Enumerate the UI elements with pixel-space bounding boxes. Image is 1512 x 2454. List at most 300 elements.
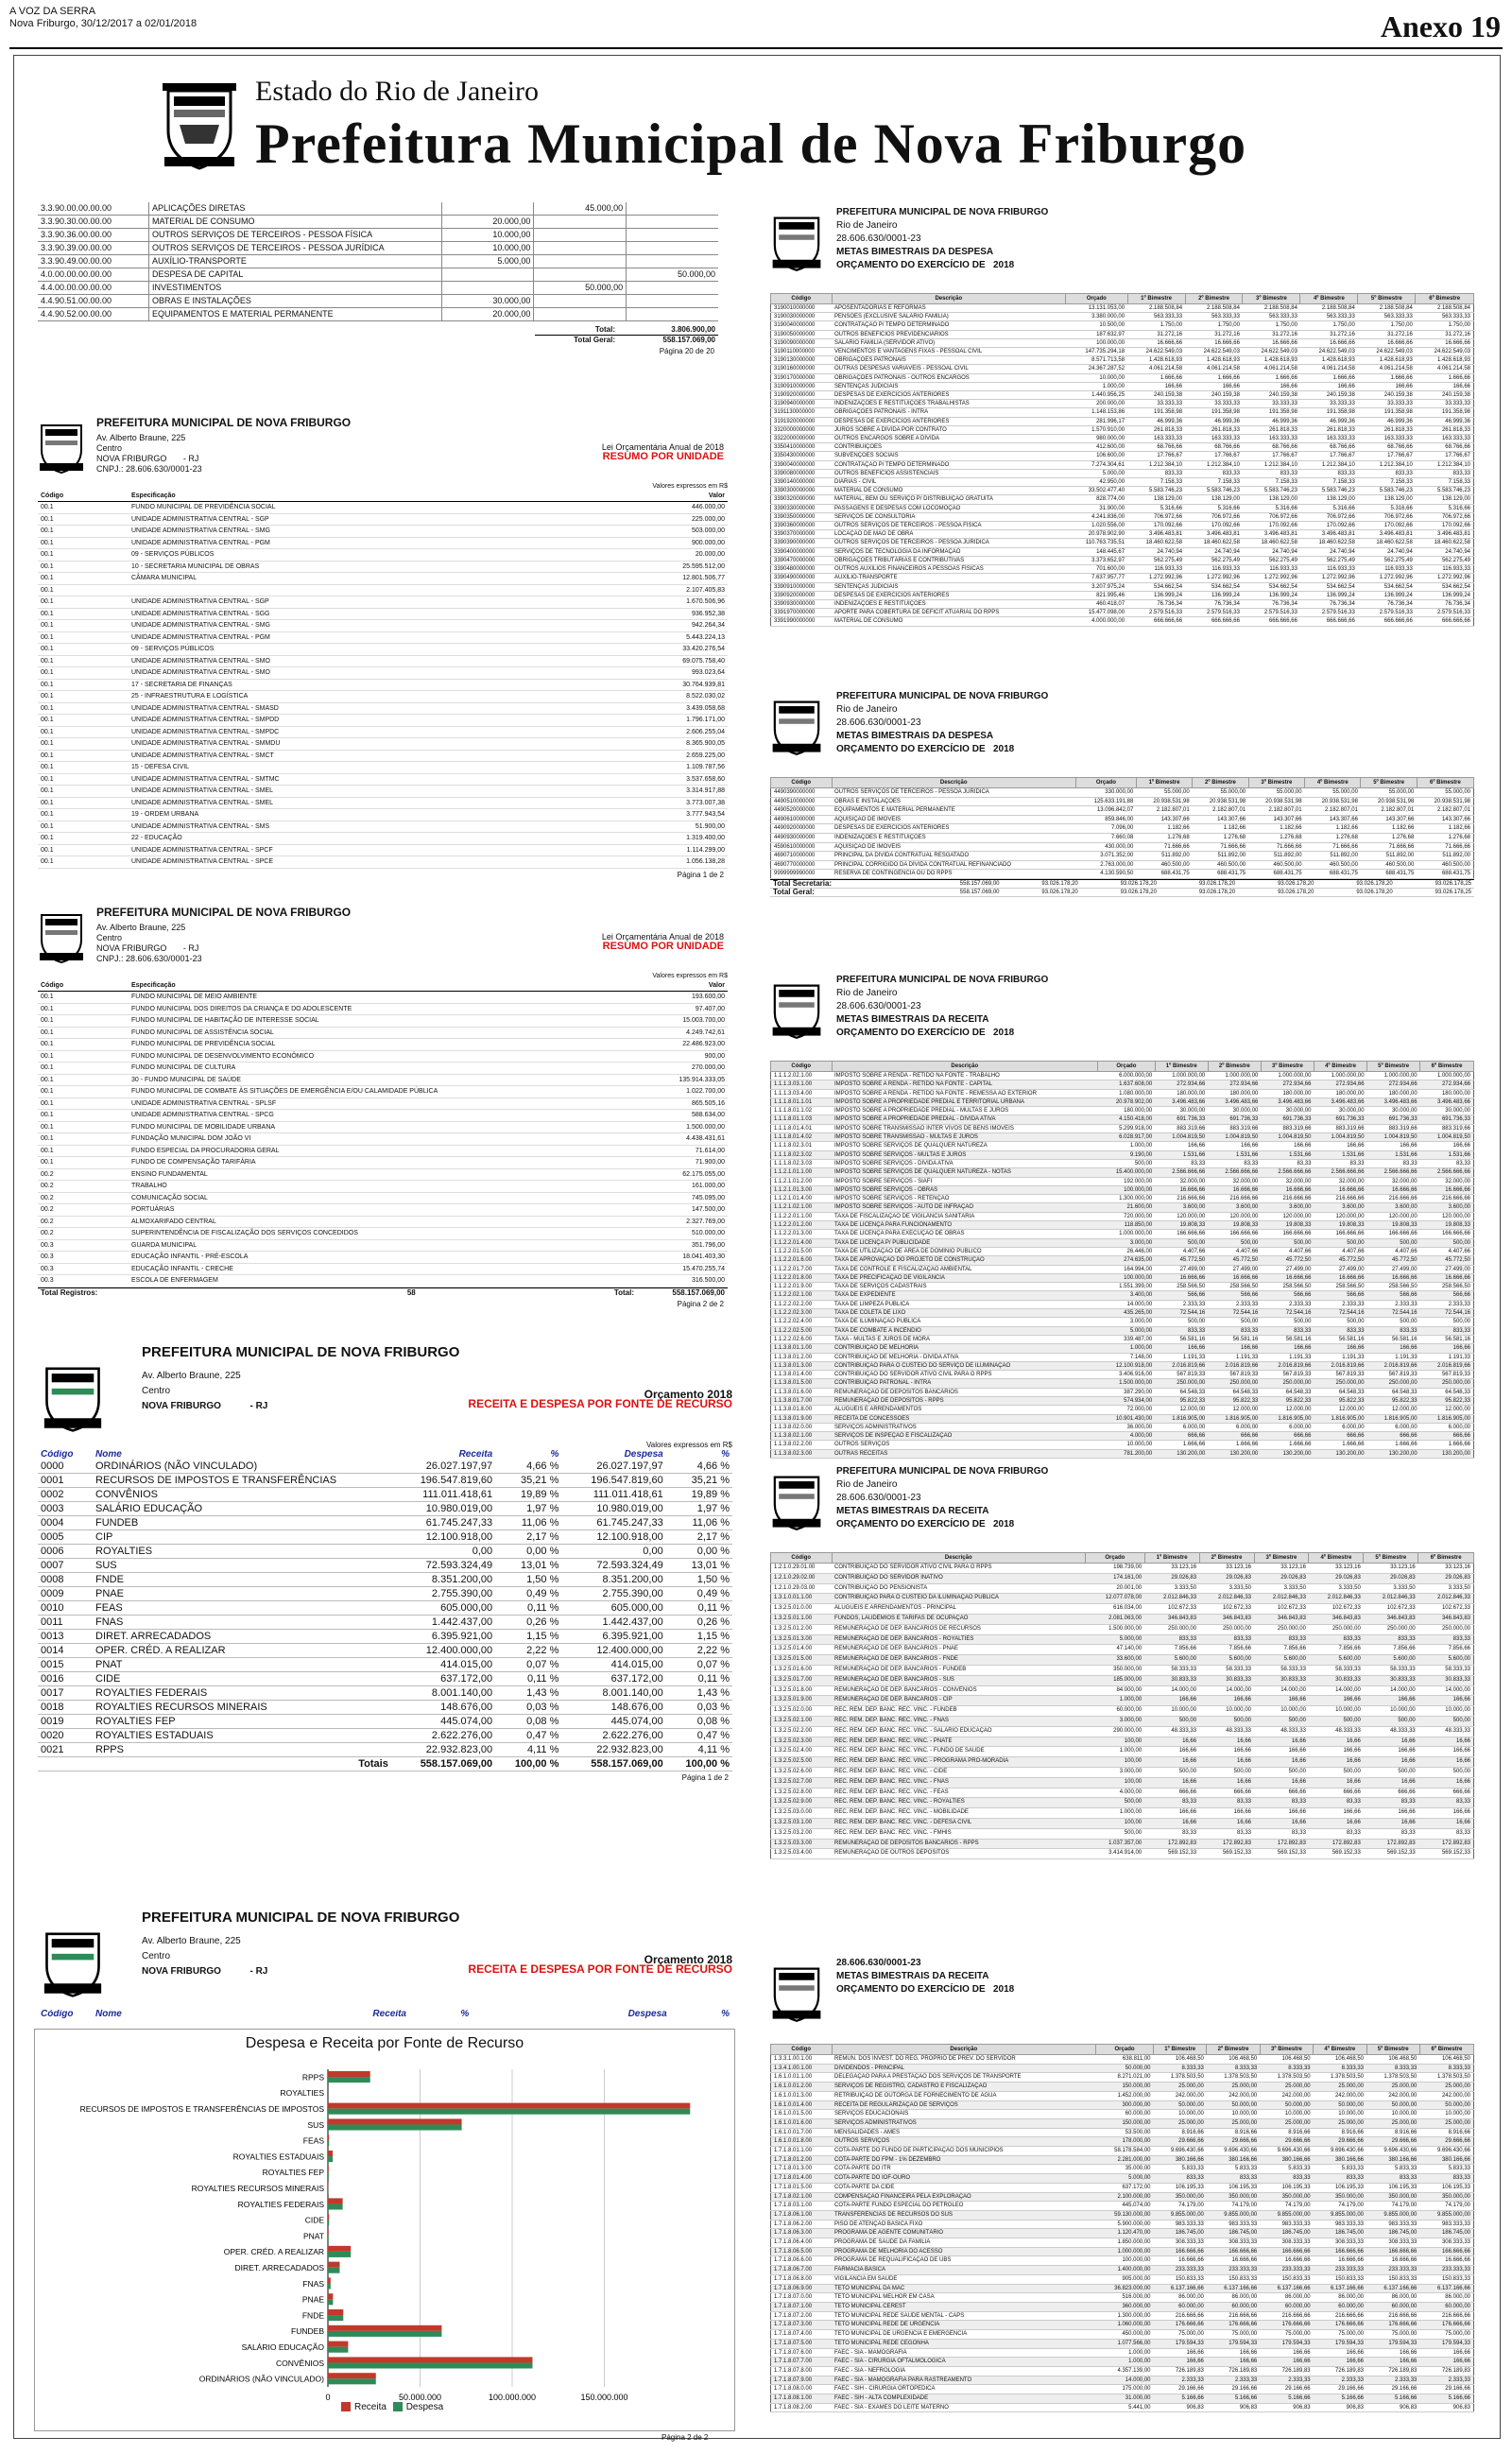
metas-bimestre: 55.000,00 — [1248, 788, 1304, 798]
metas-row — [771, 556, 1474, 564]
metas-orcado: 150.000,00 — [1096, 2118, 1154, 2128]
metas-row — [771, 2091, 1474, 2100]
metas-bimestre: 75.000,00 — [1366, 2330, 1419, 2340]
totals-despesa: 558.157.069,00 — [561, 1757, 665, 1771]
unit-code: 00.1 — [38, 644, 129, 656]
metas-desc: OUTRAS RECEITAS — [832, 1449, 1098, 1458]
fund-name: FUNDEB — [93, 1516, 391, 1530]
unit-value: 1.319.400,00 — [627, 833, 728, 845]
metas-code: 1.3.2.5.02.9.00 — [771, 1798, 833, 1808]
metas-orcado: 60.000,00 — [1086, 1706, 1145, 1717]
metas-orcado: 10.500,00 — [1066, 321, 1128, 330]
metas-bimestre: 120.000,00 — [1420, 1212, 1474, 1220]
coat-of-arms-icon — [161, 81, 238, 172]
metas-total-value: 93.026.178,20 — [1316, 889, 1395, 897]
unit-spec: SUPERINTENDÊNCIA DE FISCALIZAÇÃO DOS SERVIÇOS CONCEDIDOS — [129, 1228, 627, 1240]
metas-row — [771, 469, 1474, 477]
city-line: NOVA FRIBURGO - RJ — [142, 1966, 268, 1977]
metas-bimestre: 20.938.531,98 — [1305, 797, 1361, 806]
metas-orcado: 10.901.430,00 — [1098, 1414, 1156, 1423]
metas-desc: REMUNERAÇÃO DE DEPÓSITOS BANCÁRIOS - RPPS — [832, 1839, 1086, 1849]
metas-orcado: 1.000,00 — [1066, 382, 1128, 390]
metas-code: 1.1.2.2.01.1.00 — [771, 1212, 833, 1220]
metas-bimestre: 261.818,33 — [1358, 425, 1416, 434]
fund-despesa-pct: 11,06 % — [666, 1516, 732, 1530]
metas-bimestre: 534.662,54 — [1300, 582, 1358, 591]
budget-row — [38, 202, 718, 216]
metas-bimestre: 3.333,50 — [1309, 1583, 1364, 1594]
metas-code: 3390370000000 — [771, 530, 833, 539]
metas-bimestre: 17.766,67 — [1243, 452, 1300, 460]
metas-row — [771, 617, 1474, 626]
metas-desc: OUTROS ENCARGOS SOBRE A DÍVIDA — [832, 435, 1066, 443]
metas-code: 1.1.1.8.01.1.03 — [771, 1115, 833, 1124]
unit-code: 00.1 — [38, 797, 129, 809]
unit-row — [38, 844, 728, 856]
metas-desc: IMPOSTO SOBRE A RENDA - RETIDO NA FONTE - REMESSA AO EXTERIOR — [832, 1089, 1098, 1097]
metas-bimestre: 233.333,33 — [1366, 2266, 1419, 2275]
metas-bimestre: 567.819,33 — [1155, 1371, 1208, 1379]
metas-bimestre: 2.333,33 — [1314, 2376, 1366, 2385]
metas-code: 1.3.2.5.01.4.00 — [771, 1645, 833, 1655]
metas-bimestre: 2.333,33 — [1154, 2376, 1207, 2385]
metas-bimestre: 258.566,50 — [1208, 1283, 1261, 1291]
metas-bimestre: 130.200,00 — [1420, 1449, 1474, 1458]
metas-row — [771, 1449, 1474, 1458]
metas-desc: TAXA DE LICENÇA PARA FUNCIONAMENTO — [832, 1221, 1098, 1230]
metas-bimestre: 4.407,66 — [1155, 1247, 1208, 1255]
metas-desc: TAXA DE LICENÇA P/ PUBLICIDADE — [832, 1238, 1098, 1247]
budget-label: DESPESA DE CAPITAL — [148, 268, 441, 282]
unit-row — [38, 992, 728, 1004]
unit-value: 25.595.512,00 — [627, 561, 728, 573]
metas-bimestre: 166,66 — [1364, 1696, 1418, 1706]
metas-bimestre: 29.166,66 — [1314, 2385, 1366, 2394]
budget-value-c — [627, 295, 718, 308]
metas-orcado: 35.000,00 — [1096, 2165, 1154, 2174]
metas-bimestre: 176.666,66 — [1314, 2321, 1366, 2330]
metas-bimestre: 833,33 — [1358, 469, 1416, 477]
metas-row — [771, 1777, 1474, 1788]
metas-code: 3322000000000 — [771, 435, 833, 443]
metas-bimestre: 1.004.819,50 — [1155, 1133, 1208, 1142]
category-label: CONVÊNIOS — [275, 2358, 324, 2368]
metas-desc: FUNDOS, LAUDÊMIOS E TARIFAS DE OCUPAÇÃO — [832, 1614, 1086, 1624]
metas-bimestre: 27.499,00 — [1420, 1265, 1474, 1273]
unit-row — [38, 809, 728, 821]
metas-bimestre: 688.431,75 — [1305, 870, 1361, 879]
metas-bimestre: 2.012.846,33 — [1254, 1594, 1309, 1604]
fund-despesa-pct: 1,15 % — [666, 1630, 732, 1644]
budget-year: Orçamento 2018 — [644, 1388, 732, 1401]
metas-row — [771, 2155, 1474, 2165]
state-line: Rio de Janeiro — [836, 220, 898, 231]
budget-code: 3.3.90.00.00.00.00 — [38, 202, 148, 216]
metas-bimestre: 346.843,83 — [1254, 1614, 1309, 1624]
unit-value: 22.486.923,00 — [627, 1039, 728, 1051]
metas-desc: PROGRAMA DE MELHORIA DO ACESSO — [832, 2247, 1096, 2256]
metas-orcado: 175.000,00 — [1096, 2385, 1154, 2394]
metas-bimestre: 983.333,33 — [1260, 2220, 1313, 2229]
metas-bimestre: 31.272,16 — [1358, 330, 1416, 338]
metas-bimestre: 83,33 — [1418, 1798, 1474, 1808]
metas-bimestre: 166,66 — [1127, 382, 1185, 390]
metas-receita-1 — [770, 970, 1474, 1459]
metas-row — [771, 1159, 1474, 1167]
metas-orcado: 192.000,00 — [1098, 1177, 1156, 1185]
unit-row — [38, 773, 728, 786]
metas-code: 1.1.2.2.01.5.00 — [771, 1247, 833, 1255]
metas-orcado: 4.357.139,00 — [1096, 2366, 1154, 2376]
metas-orcado: 72.000,00 — [1098, 1406, 1156, 1414]
metas-desc: REMUNERAÇÃO DE DEP. BANCÁRIOS - FUNDEB — [832, 1665, 1086, 1675]
metas-bimestre: 8.916,66 — [1314, 2128, 1366, 2137]
metas-total-value: 93.026.178,20 — [1081, 879, 1160, 888]
fund-despesa-pct: 13,01 % — [666, 1559, 732, 1573]
category-label: FNAS — [302, 2278, 324, 2289]
metas-orcado: 905.000,00 — [1096, 2274, 1154, 2284]
metas-row — [771, 2330, 1474, 2340]
metas-bimestre: 500,00 — [1144, 1716, 1199, 1726]
metas-bimestre: 833,33 — [1300, 469, 1358, 477]
metas-orcado: 8.571.713,58 — [1066, 356, 1128, 365]
metas-bimestre: 166,66 — [1420, 1344, 1474, 1353]
metas-bimestre: 688.431,75 — [1417, 870, 1473, 879]
metas-row — [771, 1283, 1474, 1291]
fund-name: ORDINÁRIOS (NÃO VINCULADO) — [93, 1460, 391, 1474]
metas-bimestre: 7.856,66 — [1309, 1645, 1364, 1655]
unit-spec: 09 - SERVIÇOS PÚBLICOS — [129, 549, 627, 562]
report-subtitle: RESUMO POR UNIDADE — [602, 451, 724, 462]
metas-row — [771, 1291, 1474, 1300]
metas-desc: TAXA DE FISCALIZAÇÃO DE VIGILÂNCIA SANITÁRIA — [832, 1212, 1098, 1220]
unit-col-header: Especificação — [129, 981, 627, 992]
metas-bimestre: 29.026,83 — [1144, 1573, 1199, 1583]
metas-bimestre: 460.500,00 — [1193, 860, 1248, 870]
publication-info — [9, 6, 197, 30]
metas-bimestre: 9.696.430,66 — [1314, 2147, 1366, 2156]
metas-bimestre: 706.972,66 — [1127, 512, 1185, 521]
unit-code: 00.3 — [38, 1239, 129, 1252]
metas-bimestre: 76.736,34 — [1300, 599, 1358, 608]
metas-orcado: 100,00 — [1086, 1777, 1145, 1788]
metas-bimestre: 166,66 — [1154, 2348, 1207, 2358]
funding-header — [38, 1342, 732, 1441]
unit-total-value: 558.157.069,00 — [672, 1287, 725, 1297]
unit-value: 1.796.171,00 — [627, 715, 728, 727]
unit-value: 4.249.742,61 — [627, 1027, 728, 1039]
fund-code: 0003 — [38, 1502, 93, 1516]
metas-bimestre: 25.000,00 — [1366, 2118, 1419, 2128]
fund-receita-pct: 35,21 % — [495, 1474, 561, 1488]
metas-bimestre: 143.307,66 — [1193, 815, 1248, 824]
unit-spec: CÂMARA MUNICIPAL — [129, 573, 627, 585]
bar-receita — [328, 2198, 343, 2203]
metas-bimestre: 250.000,00 — [1254, 1624, 1309, 1634]
orc-label: ORÇAMENTO DO EXERCÍCIO DE — [836, 744, 986, 754]
fund-code: 0013 — [38, 1630, 93, 1644]
metas-bimestre: 12.000,00 — [1420, 1406, 1474, 1414]
unit-value: 51.900,00 — [627, 821, 728, 833]
metas-bimestre: 136.999,24 — [1358, 591, 1416, 599]
metas-bimestre: 706.972,66 — [1358, 512, 1416, 521]
metas-desc: DELEGAÇÃO PARA A PRESTAÇÃO DOS SERVIÇOS DE TRANSPORTE — [832, 2073, 1096, 2082]
metas-bimestre: 1.816.905,00 — [1314, 1414, 1366, 1423]
unit-code: 00.3 — [38, 1252, 129, 1264]
metas-orcado: 339.487,00 — [1098, 1335, 1156, 1343]
metas-bimestre: 6.137.166,66 — [1314, 2284, 1366, 2293]
metas-bimestre: 24.622.549,03 — [1185, 348, 1243, 356]
metas-bimestre: 48.333,33 — [1144, 1726, 1199, 1737]
metas-row — [771, 2238, 1474, 2248]
metas-receita-table-1 — [770, 1061, 1474, 1459]
metas-code: 3390080000000 — [771, 469, 833, 477]
metas-bimestre: 72.544,16 — [1314, 1309, 1366, 1318]
metas-bimestre: 46.999,36 — [1127, 417, 1185, 425]
metas-bimestre: 31.272,16 — [1416, 330, 1474, 338]
metas-bimestre: 562.275,49 — [1416, 556, 1474, 564]
metas-bimestre: 29.666,66 — [1207, 2137, 1260, 2147]
metas-bimestre: 116.933,33 — [1127, 565, 1185, 574]
metas-bimestre: 1.000.000,00 — [1155, 1072, 1208, 1080]
metas-bimestre: 1.816.905,00 — [1155, 1414, 1208, 1423]
registros-label: Total Registros: — [41, 1287, 98, 1297]
metas-bimestre: 2.333,33 — [1366, 2376, 1419, 2385]
unit-row — [38, 738, 728, 751]
metas-bimestre: 33.333,33 — [1185, 400, 1243, 408]
budget-value-b — [534, 255, 627, 268]
metas-orcado: 47.140,00 — [1086, 1645, 1145, 1655]
metas-title: METAS BIMESTRAIS DA DESPESA — [836, 247, 994, 257]
org-header — [38, 906, 728, 972]
metas-bimestre: 176.666,66 — [1419, 2321, 1473, 2330]
fund-code: 0001 — [38, 1474, 93, 1488]
budget-value-c — [627, 255, 718, 268]
metas-bimestre: 150.833,33 — [1154, 2274, 1207, 2284]
metas-bimestre: 116.933,33 — [1185, 565, 1243, 574]
metas-bimestre: 1.816.905,00 — [1261, 1414, 1314, 1423]
metas-bimestre: 1.428.618,93 — [1416, 356, 1474, 365]
unit-spec: FUNDO MUNICIPAL DE CULTURA — [129, 1063, 627, 1075]
metas-bimestre: 6.000,00 — [1420, 1423, 1474, 1431]
bar-despesa — [328, 2299, 333, 2305]
metas-bimestre: 25.000,00 — [1154, 2082, 1207, 2092]
metas-row — [771, 1203, 1474, 1212]
metas-desc: FAEC - SIA - NEFROLOGIA — [832, 2366, 1096, 2376]
legend-swatch-receita — [341, 2402, 351, 2411]
metas-orcado: 33.600,00 — [1086, 1655, 1145, 1666]
metas-orcado: 125.633.191,88 — [1075, 797, 1136, 806]
fund-despesa: 72.593.324,49 — [561, 1559, 665, 1573]
metas-bimestre: 1.000.000,00 — [1261, 1072, 1314, 1080]
metas-bimestre: 500,00 — [1155, 1238, 1208, 1247]
col-pct: % — [550, 1450, 559, 1460]
unit-value: 161.000,00 — [627, 1181, 728, 1193]
metas-desc: SENTENÇAS JUDICIAIS — [832, 582, 1066, 591]
metas-bimestre: 60.000,00 — [1419, 2302, 1473, 2311]
unit-col-header: Especificação — [129, 492, 627, 502]
page-number: Página 1 de 2 — [681, 1773, 729, 1782]
metas-orcado: 20.978.902,00 — [1098, 1097, 1156, 1106]
fund-code: 0014 — [38, 1644, 93, 1658]
metas-total-value: 93.026.178,20 — [1316, 879, 1395, 888]
unit-value: 2.327.769,00 — [627, 1216, 728, 1228]
metas-bimestre: 95.822,33 — [1314, 1396, 1366, 1405]
metas-bimestre: 58.333,33 — [1309, 1665, 1364, 1675]
bar-despesa — [328, 2252, 351, 2257]
metas-orcado: 100,00 — [1086, 1737, 1145, 1747]
metas-bimestre: 9.696.430,66 — [1207, 2147, 1260, 2156]
metas-total-value: 93.026.178,20 — [1003, 889, 1081, 897]
metas-code: 1.7.1.8.06.3.00 — [771, 2229, 833, 2238]
metas-code: 1.3.2.5.02.5.00 — [771, 1757, 833, 1768]
fund-despesa: 61.745.247,33 — [561, 1516, 665, 1530]
metas-code: 1.1.3.8.01.6.00 — [771, 1388, 833, 1396]
fund-name: CIDE — [93, 1672, 391, 1686]
metas-bimestre: 500,00 — [1199, 1767, 1254, 1777]
metas-totals — [770, 879, 1474, 897]
metas-col-header: 4º Bimestre — [1314, 2045, 1366, 2055]
metas-bimestre: 10.000,00 — [1309, 1706, 1364, 1717]
metas-bimestre: 58.333,33 — [1199, 1665, 1254, 1675]
metas-row — [771, 1645, 1474, 1655]
metas-bimestre: 86.000,00 — [1207, 2293, 1260, 2303]
fund-code: 0006 — [38, 1545, 93, 1559]
metas-bimestre: 5.833,33 — [1154, 2165, 1207, 2174]
fund-despesa-pct: 35,21 % — [666, 1474, 732, 1488]
metas-row — [771, 522, 1474, 530]
metas-orcado: 174.161,00 — [1086, 1573, 1145, 1583]
metas-orcado: 14.000,00 — [1098, 1300, 1156, 1308]
metas-row — [771, 565, 1474, 574]
fund-despesa-pct: 2,17 % — [666, 1530, 732, 1545]
metas-orcado: 106.600,00 — [1066, 452, 1128, 460]
metas-desc: EQUIPAMENTOS E MATERIAL PERMANENTE — [832, 806, 1075, 816]
metas-desc: INDENIZAÇÕES E RESTITUIÇÕES — [832, 833, 1075, 842]
metas-bimestre: 534.662,54 — [1185, 582, 1243, 591]
metas-code: 1.1.3.8.01.2.00 — [771, 1353, 833, 1361]
metas-bimestre: 74.179,00 — [1260, 2202, 1313, 2211]
metas-bimestre: 180.000,00 — [1208, 1089, 1261, 1097]
metas-bimestre: 833,33 — [1155, 1326, 1208, 1335]
metas-desc: REMUN. DOS INVEST. DO REG. PRÓPRIO DE PREV. DO SERVIDOR — [832, 2055, 1096, 2065]
metas-bimestre: 116.933,33 — [1358, 565, 1416, 574]
unit-value: 69.075.758,40 — [627, 655, 728, 667]
fund-despesa-pct: 4,66 % — [666, 1460, 732, 1474]
metas-bimestre: 56.581,16 — [1367, 1335, 1420, 1343]
metas-col-header: Descrição — [832, 294, 1066, 304]
unit-value: 15.470.255,74 — [627, 1263, 728, 1275]
metas-bimestre: 14.000,00 — [1254, 1685, 1309, 1696]
budget-value-c — [627, 242, 718, 255]
unit-row — [38, 1157, 728, 1169]
metas-desc: REMUNERAÇÃO DE OUTROS DEPÓSITOS — [832, 1849, 1086, 1859]
metas-bimestre: 4.061.214,58 — [1127, 365, 1185, 373]
metas-bimestre: 166,66 — [1199, 1747, 1254, 1757]
metas-bimestre: 19.808,33 — [1314, 1221, 1366, 1230]
metas-bimestre: 726.189,83 — [1419, 2366, 1473, 2376]
unit-spec: 10 - SECRETARIA MUNICIPAL DE OBRAS — [129, 561, 627, 573]
unit-spec: UNIDADE ADMINISTRATIVA CENTRAL - SPCE — [129, 856, 627, 869]
metas-bimestre: 29.026,83 — [1254, 1573, 1309, 1583]
budget-code: 4.4.00.00.00.00.00 — [38, 282, 148, 295]
registros-count: 58 — [406, 1287, 416, 1297]
budget-label: INVESTIMENTOS — [148, 282, 441, 295]
metas-orcado: 574.934,00 — [1098, 1396, 1156, 1405]
fund-receita: 6.395.921,00 — [391, 1630, 495, 1644]
fund-receita-pct: 0,00 % — [495, 1545, 561, 1559]
metas-bimestre: 511.892,00 — [1417, 852, 1473, 861]
unit-code: 00.1 — [38, 631, 129, 644]
metas-col-header: 1º Bimestre — [1154, 2045, 1207, 2055]
metas-bimestre: 74.179,00 — [1154, 2202, 1207, 2211]
metas-desc: TAXA DE EXPEDIENTE — [832, 1291, 1098, 1300]
metas-code: 1.3.3.1.00.1.00 — [771, 2055, 833, 2065]
unit-code: 00.1 — [38, 844, 129, 856]
metas-code: 3390470000000 — [771, 556, 833, 564]
unit-row — [38, 1168, 728, 1181]
metas-row — [771, 495, 1474, 504]
metas-bimestre: 45.772,50 — [1420, 1256, 1474, 1265]
unit-row — [38, 1050, 728, 1063]
metas-row — [771, 321, 1474, 330]
metas-code: 1.3.2.5.02.1.00 — [771, 1716, 833, 1726]
metas-bimestre: 666,66 — [1155, 1432, 1208, 1441]
metas-bimestre: 833,33 — [1420, 1326, 1474, 1335]
metas-bimestre: 8.916,66 — [1419, 2128, 1473, 2137]
metas-col-header: 6º Bimestre — [1418, 1553, 1474, 1564]
budget-value-c — [627, 202, 718, 216]
metas-desc: TAXA DE ILUMINAÇÃO PÚBLICA — [832, 1318, 1098, 1326]
unit-spec: UNIDADE ADMINISTRATIVA CENTRAL - SMG — [129, 526, 627, 538]
metas-bimestre: 163.333,33 — [1127, 435, 1185, 443]
metas-desc: TETO MUNICIPAL REDE DE URGÊNCIA — [832, 2321, 1096, 2330]
unit-value: 5.443.224,13 — [627, 631, 728, 644]
category-label: SUS — [307, 2119, 324, 2130]
bar-receita — [328, 2134, 329, 2140]
metas-bimestre: 10.000,00 — [1366, 2110, 1419, 2119]
fund-despesa-pct: 19,89 % — [666, 1488, 732, 1502]
metas-desc: REMUNERAÇÃO DE DEP. BANCÁRIOS - CONVÊNIOS — [832, 1685, 1086, 1696]
metas-bimestre: 666.666,66 — [1358, 617, 1416, 626]
metas-bimestre: 95.822,33 — [1155, 1396, 1208, 1405]
metas-bimestre: 16.666,66 — [1366, 2256, 1419, 2266]
unit-code: 00.1 — [38, 715, 129, 727]
metas-col-header: 5º Bimestre — [1361, 778, 1417, 788]
metas-col-header: Orçado — [1075, 778, 1136, 788]
metas-bimestre: 191.358,98 — [1300, 408, 1358, 417]
unit-spec: COMUNICAÇÃO SOCIAL — [129, 1192, 627, 1204]
metas-code: 1.1.2.1.01.1.00 — [771, 1168, 833, 1177]
metas-bimestre: 350.000,00 — [1419, 2192, 1473, 2202]
metas-bimestre: 166,66 — [1309, 1747, 1364, 1757]
metas-bimestre: 500,00 — [1254, 1767, 1309, 1777]
unit-row — [38, 726, 728, 738]
metas-orcado: 1.000.000,00 — [1098, 1230, 1156, 1238]
unit-code: 00.1 — [38, 620, 129, 632]
metas-code: 1.1.3.8.02.0.00 — [771, 1423, 833, 1431]
fund-despesa-pct: 0,11 % — [666, 1672, 732, 1686]
metas-bimestre: 258.566,50 — [1367, 1283, 1420, 1291]
metas-bimestre: 833,33 — [1185, 469, 1243, 477]
metas-orcado: 3.414.914,00 — [1086, 1849, 1145, 1859]
funding-row — [38, 1502, 732, 1516]
metas-bimestre: 4.407,66 — [1261, 1247, 1314, 1255]
metas-col-header: 6º Bimestre — [1416, 294, 1474, 304]
metas-bimestre: 166,66 — [1260, 2348, 1313, 2358]
totals-pct: 100,00 % — [495, 1757, 561, 1771]
metas-bimestre: 9.696.430,66 — [1366, 2147, 1419, 2156]
